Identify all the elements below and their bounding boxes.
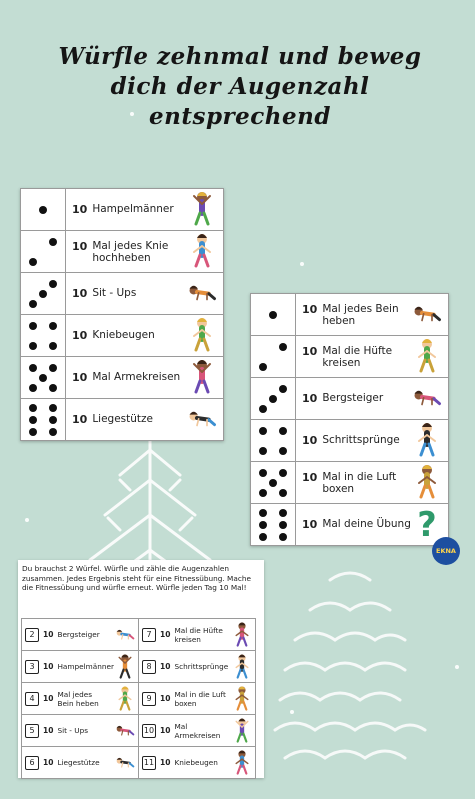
- die-pip: [49, 428, 57, 436]
- hip-circle-kid-icon: [232, 621, 252, 649]
- repetition-count: 10: [43, 694, 54, 703]
- die-face-cell: [251, 420, 296, 462]
- exercise-cell: [296, 504, 449, 546]
- die-pip: [259, 427, 267, 435]
- die-face-cell: [251, 336, 296, 378]
- dice-sum-box: 6: [25, 756, 39, 770]
- die-face-cell: [251, 462, 296, 504]
- die-pip: [259, 533, 267, 541]
- page-title: [40, 42, 440, 132]
- exercise-row: [251, 420, 449, 462]
- die-pip: [49, 404, 57, 412]
- repetition-count: 10: [72, 371, 88, 384]
- air-boxing-kid-icon: [412, 463, 442, 502]
- hip-circle-kid-icon: [412, 337, 442, 376]
- die-pip: [279, 509, 287, 517]
- die-pip: [29, 384, 37, 392]
- exercise-cell: [66, 189, 224, 231]
- die-face-5: [255, 467, 291, 499]
- exercise-label: Schrittsprünge: [322, 434, 400, 446]
- sum-exercise-cell: [139, 715, 256, 747]
- jumping-jack-kid-icon: [115, 653, 135, 681]
- exercise-label: Bergsteiger: [57, 630, 100, 639]
- exercise-row: [251, 336, 449, 378]
- two-dice-exercise-card: [18, 560, 264, 778]
- exercise-label: Hampelmänner: [57, 662, 114, 671]
- exercise-label: Mal deine Übung: [322, 518, 411, 530]
- repetition-count: 10: [160, 630, 171, 639]
- squat-kid-icon: [187, 316, 217, 355]
- exercise-row: [21, 399, 224, 441]
- exercise-label: Mal in die Luft boxen: [174, 689, 226, 708]
- dice-sum-box: 8: [142, 660, 156, 674]
- die-pip: [279, 427, 287, 435]
- dice-exercise-card-1: [20, 188, 224, 441]
- die-pip: [259, 521, 267, 529]
- ekna-logo-badge: EKNA: [432, 537, 460, 565]
- sum-row: [22, 683, 256, 715]
- die-pip: [279, 533, 287, 541]
- die-pip: [279, 469, 287, 477]
- dice-sum-box: 4: [25, 692, 39, 706]
- die-pip: [259, 509, 267, 517]
- jumping-jack-kid-icon: [187, 190, 217, 229]
- die-pip: [49, 364, 57, 372]
- dice-exercise-card-2: [250, 293, 449, 546]
- die-pip: [29, 342, 37, 350]
- die-pip: [49, 384, 57, 392]
- die-pip: [29, 258, 37, 266]
- die-face-1: [255, 299, 291, 331]
- sum-row: [22, 747, 256, 779]
- exercise-label: Mal jedes Bein heben: [57, 689, 99, 708]
- sum-row: [22, 715, 256, 747]
- snowflake-dot: [300, 262, 304, 266]
- die-pip: [259, 489, 267, 497]
- snowflake-dot: [455, 665, 459, 669]
- exercise-row: [251, 504, 449, 546]
- die-pip: [29, 300, 37, 308]
- repetition-count: 10: [302, 302, 318, 316]
- die-face-2: [25, 236, 61, 268]
- dice-sum-box: 10: [142, 724, 156, 738]
- die-pip: [259, 447, 267, 455]
- exercise-cell: [66, 273, 224, 315]
- exercise-row: [251, 378, 449, 420]
- repetition-count: 10: [160, 726, 171, 735]
- die-pip: [49, 280, 57, 288]
- repetition-count: 10: [43, 630, 54, 639]
- mountain-climber-kid-icon: [412, 379, 442, 418]
- die-pip: [49, 238, 57, 246]
- die-pip: [269, 479, 277, 487]
- exercise-cell: [296, 336, 449, 378]
- die-face-cell: [21, 189, 66, 231]
- leg-raise-kid-icon: [412, 295, 442, 334]
- die-pip: [279, 521, 287, 529]
- sum-row: [22, 619, 256, 651]
- repetition-count: 10: [302, 470, 318, 484]
- snowflake-dot: [290, 710, 294, 714]
- exercise-row: [21, 231, 224, 273]
- die-pip: [279, 447, 287, 455]
- repetition-count: 10: [72, 329, 88, 342]
- sit-up-kid-icon: [115, 717, 135, 745]
- die-pip: [259, 363, 267, 371]
- die-face-6: [25, 404, 61, 436]
- sit-up-kid-icon: [187, 274, 217, 313]
- title-line: dich der Augenzahl: [110, 73, 370, 100]
- die-face-5: [25, 362, 61, 394]
- sum-exercise-cell: [139, 747, 256, 779]
- die-pip: [29, 428, 37, 436]
- exercise-label: Mal die Hüfte kreisen: [174, 625, 223, 644]
- die-pip: [269, 395, 277, 403]
- dice-sum-box: 11: [142, 756, 156, 770]
- exercise-cell: [66, 357, 224, 399]
- die-face-3: [255, 383, 291, 415]
- die-face-cell: [21, 357, 66, 399]
- exercise-label: Kniebeugen: [174, 758, 218, 767]
- exercise-label: Mal Armekreisen: [92, 371, 181, 383]
- sum-exercise-cell: [22, 651, 139, 683]
- arm-circle-kid-icon: [187, 358, 217, 397]
- repetition-count: 10: [72, 413, 88, 426]
- stride-jump-kid-icon: [412, 421, 442, 460]
- dice-sum-box: 9: [142, 692, 156, 706]
- die-face-cell: [21, 315, 66, 357]
- exercise-cell: [66, 315, 224, 357]
- dice-sum-box: 2: [25, 628, 39, 642]
- repetition-count: 10: [43, 662, 54, 671]
- repetition-count: 10: [302, 392, 318, 405]
- exercise-label: Liegestütze: [92, 413, 153, 425]
- exercise-row: [251, 294, 449, 336]
- die-pip: [279, 343, 287, 351]
- die-pip: [29, 322, 37, 330]
- exercise-row: [21, 189, 224, 231]
- die-pip: [49, 342, 57, 350]
- stride-jump-kid-icon: [232, 653, 252, 681]
- instructions-text: Du brauchst 2 Würfel. Würfle und zähle die Augenzahlen zusammen. Jedes Ergebnis steht für eine Fitnessübung. Mache die Fitnessübung und würfle erneut. Würfle jeden Tag 10 Mal!: [22, 564, 251, 593]
- exercise-label: Schrittsprünge: [174, 662, 229, 671]
- die-face-1: [25, 194, 61, 226]
- arm-circle-kid-icon: [232, 717, 252, 745]
- repetition-count: 10: [72, 239, 88, 253]
- exercise-row: [21, 357, 224, 399]
- die-pip: [39, 374, 47, 382]
- title-line: Würfle zehnmal und beweg: [58, 43, 422, 70]
- die-pip: [49, 416, 57, 424]
- exercise-cell: [66, 399, 224, 441]
- push-up-kid-icon: [115, 749, 135, 777]
- die-face-cell: [21, 231, 66, 273]
- exercise-row: [21, 273, 224, 315]
- sum-row: [22, 651, 256, 683]
- right-christmas-tree-decoration: [270, 560, 430, 780]
- die-pip: [259, 469, 267, 477]
- exercise-cell: [66, 231, 224, 273]
- exercise-label: Mal die Hüfte kreisen: [322, 344, 393, 369]
- dice-sum-box: 5: [25, 724, 39, 738]
- repetition-count: 10: [160, 758, 171, 767]
- exercise-label: Liegestütze: [57, 758, 100, 767]
- die-pip: [269, 311, 277, 319]
- exercise-label: Mal in die Luft boxen: [322, 470, 397, 495]
- exercise-cell: [296, 294, 449, 336]
- die-face-6: [255, 509, 291, 541]
- sum-exercise-cell: [22, 619, 139, 651]
- air-boxing-kid-icon: [232, 685, 252, 713]
- repetition-count: 10: [43, 758, 54, 767]
- exercise-label: Mal jedes Knie hochheben: [92, 239, 169, 264]
- die-face-4: [25, 320, 61, 352]
- exercise-cell: [296, 378, 449, 420]
- exercise-row: [21, 315, 224, 357]
- exercise-label: Kniebeugen: [92, 329, 155, 341]
- die-pip: [49, 322, 57, 330]
- die-face-4: [255, 425, 291, 457]
- repetition-count: 10: [72, 287, 88, 300]
- exercise-cell: [296, 462, 449, 504]
- exercise-label: Bergsteiger: [322, 392, 384, 404]
- die-pip: [29, 404, 37, 412]
- die-face-cell: [21, 399, 66, 441]
- sum-exercise-cell: [139, 683, 256, 715]
- sum-exercise-table: [21, 618, 256, 779]
- sum-exercise-cell: [139, 651, 256, 683]
- exercise-label: Hampelmänner: [92, 203, 174, 215]
- exercise-label: Mal Armekreisen: [174, 721, 221, 740]
- squat-kid-icon: [232, 749, 252, 777]
- knee-raise-kid-icon: [187, 232, 217, 271]
- die-face-cell: [21, 273, 66, 315]
- repetition-count: 10: [160, 694, 171, 703]
- repetition-count: 10: [72, 203, 88, 216]
- title-line: entsprechend: [149, 103, 331, 130]
- sum-exercise-cell: [139, 619, 256, 651]
- die-pip: [279, 489, 287, 497]
- sum-exercise-cell: [22, 715, 139, 747]
- die-face-2: [255, 341, 291, 373]
- die-pip: [29, 364, 37, 372]
- knee-raise-kid-icon: [115, 685, 135, 713]
- dice-sum-box: 3: [25, 660, 39, 674]
- die-pip: [39, 290, 47, 298]
- exercise-label: Mal jedes Bein heben: [322, 302, 399, 327]
- exercise-row: [251, 462, 449, 504]
- mountain-climber-kid-icon: [115, 621, 135, 649]
- question-mark-icon: [412, 505, 442, 544]
- repetition-count: 10: [43, 726, 54, 735]
- push-up-kid-icon: [187, 400, 217, 439]
- exercise-cell: [296, 420, 449, 462]
- snowflake-dot: [25, 518, 29, 522]
- die-pip: [29, 416, 37, 424]
- exercise-label: Sit - Ups: [92, 287, 137, 299]
- die-face-cell: [251, 504, 296, 546]
- svg-text:?: ?: [417, 505, 437, 541]
- repetition-count: 10: [302, 344, 318, 358]
- sum-exercise-cell: [22, 747, 139, 779]
- die-face-cell: [251, 378, 296, 420]
- repetition-count: 10: [302, 434, 318, 447]
- sum-exercise-cell: [22, 683, 139, 715]
- die-pip: [259, 405, 267, 413]
- repetition-count: 10: [160, 662, 171, 671]
- repetition-count: 10: [302, 518, 318, 531]
- dice-sum-box: 7: [142, 628, 156, 642]
- exercise-label: Sit - Ups: [57, 726, 89, 735]
- die-pip: [39, 206, 47, 214]
- die-face-3: [25, 278, 61, 310]
- die-face-cell: [251, 294, 296, 336]
- die-pip: [279, 385, 287, 393]
